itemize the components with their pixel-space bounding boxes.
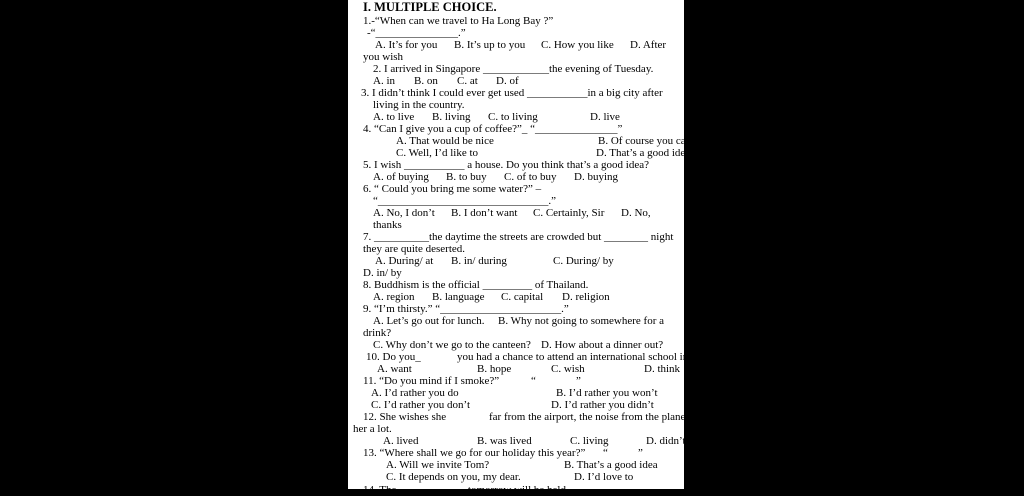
question-3-option-c: C. to living — [488, 111, 538, 123]
question-10-option-b: B. hope — [477, 363, 512, 375]
question-13-stem: 13. “Where shall we go for our holiday this year?” — [363, 447, 586, 459]
question-5-option-c: C. of to buy — [504, 171, 557, 183]
question-1-option-a: A. It’s for you — [375, 39, 438, 51]
question-13-option-a: A. Will we invite Tom? — [386, 459, 490, 471]
question-10-option-a: A. want — [377, 363, 412, 375]
question-1-stem: 1.-“When can we travel to Ha Long Bay ?” — [363, 15, 554, 27]
document-page — [348, 0, 699, 496]
question-12-option-a: A. lived — [383, 435, 419, 447]
question-4-option-b: B. Of course you can — [598, 135, 692, 147]
question-13-close-quote: ” — [638, 447, 643, 459]
question-3-option-a: A. to live — [373, 111, 415, 123]
question-2-option-a: A. in — [373, 75, 395, 87]
question-2-stem: 2. I arrived in Singapore ____________the evening of Tuesday. — [373, 63, 654, 75]
question-11-option-b: B. I’d rather you won’t — [556, 387, 658, 399]
question-13-option-d: D. I’d love to — [574, 471, 634, 483]
question-1-option-b: B. It’s up to you — [454, 39, 526, 51]
question-5-option-b: B. to buy — [446, 171, 487, 183]
question-8-option-d: D. religion — [562, 291, 610, 303]
question-7-option-c: C. During/ by — [553, 255, 614, 267]
question-9-option-b-cont: drink? — [363, 327, 392, 339]
question-6-stem: 6. “ Could you bring me some water?” – — [363, 183, 542, 195]
question-7-option-b: B. in/ during — [451, 255, 507, 267]
question-13-option-c: C. It depends on you, my dear. — [386, 471, 521, 483]
question-6-option-a: A. No, I don’t — [373, 207, 435, 219]
question-1-option-d-cont: you wish — [363, 51, 404, 63]
question-2-option-b: B. on — [414, 75, 438, 87]
question-12-option-c: C. living — [570, 435, 609, 447]
question-1-reply: -“_______________.” — [367, 27, 466, 39]
question-5-option-a: A. of buying — [373, 171, 429, 183]
question-10-stem: 10. Do you_ — [366, 351, 421, 363]
question-12-option-b: B. was lived — [477, 435, 532, 447]
question-4-stem: 4. “Can I give you a cup of coffee?”_ “_______________” — [363, 123, 623, 135]
question-3-option-d: D. live — [590, 111, 620, 123]
question-8-option-b: B. language — [432, 291, 485, 303]
question-10-option-c: C. wish — [551, 363, 585, 375]
question-9-option-a: A. Let’s go out for lunch. — [373, 315, 485, 327]
question-11-close-quote: ” — [576, 375, 581, 387]
question-6-option-c: C. Certainly, Sir — [533, 207, 605, 219]
question-14-cutoff: 14. The ____________ tomorrow will be held ... — [363, 484, 577, 496]
question-3-stem-cont: living in the country. — [373, 99, 465, 111]
question-8-stem: 8. Buddhism is the official _________ of Thailand. — [363, 279, 589, 291]
question-8-option-c: C. capital — [501, 291, 544, 303]
question-12-stem-rest: far from the airport, the noise from the planes d — [489, 411, 698, 423]
question-11-option-c: C. I’d rather you don’t — [371, 399, 471, 411]
question-11-option-a: A. I’d rather you do — [371, 387, 459, 399]
question-9-stem: 9. “I’m thirsty.” “______________________.” — [363, 303, 569, 315]
question-11-option-d: D. I’d rather you didn’t — [551, 399, 654, 411]
question-2-option-c: C. at — [457, 75, 478, 87]
question-7-stem-cont: they are quite deserted. — [363, 243, 466, 255]
question-12-stem: 12. She wishes she — [363, 411, 447, 423]
question-4-option-d: D. That’s a good idea — [596, 147, 691, 159]
question-13-open-quote: “ — [603, 447, 608, 459]
question-5-stem: 5. I wish ___________ a house. Do you think that’s a good idea? — [363, 159, 649, 171]
question-12-option-d: D. didn’t — [646, 435, 686, 447]
question-1-option-d: D. After — [630, 39, 667, 51]
question-13-option-b: B. That’s a good idea — [564, 459, 658, 471]
question-6-option-d: D. No, — [621, 207, 651, 219]
question-10-option-d: D. think — [644, 363, 681, 375]
question-2-option-d: D. of — [496, 75, 519, 87]
question-9-option-b: B. Why not going to somewhere for a — [498, 315, 664, 327]
question-9-option-d: D. How about a dinner out? — [541, 339, 664, 351]
question-6-option-d-cont: thanks — [373, 219, 402, 231]
question-8-option-a: A. region — [373, 291, 415, 303]
question-11-open-quote: “ — [531, 375, 536, 387]
question-3-option-b: B. living — [432, 111, 471, 123]
question-7-stem: 7. __________the daytime the streets are crowded but ________ night — [363, 231, 674, 243]
question-4-option-a: A. That would be nice — [396, 135, 494, 147]
question-5-option-d: D. buying — [574, 171, 618, 183]
section-heading: I. MULTIPLE CHOICE. — [363, 0, 497, 14]
question-11-stem: 11. “Do you mind if I smoke?” — [363, 375, 500, 387]
question-12-stem-cont: her a lot. — [353, 423, 392, 435]
question-6-reply: “_______________________________.” — [373, 195, 557, 207]
question-4-option-c: C. Well, I’d like to — [396, 147, 479, 159]
question-9-option-c: C. Why don’t we go to the canteen? — [373, 339, 531, 351]
question-7-option-a: A. During/ at — [375, 255, 434, 267]
question-1-option-c: C. How you like — [541, 39, 614, 51]
question-10-stem-rest: you had a chance to attend an international school in B — [457, 351, 699, 363]
question-7-option-d: D. in/ by — [363, 267, 402, 279]
question-3-stem: 3. I didn’t think I could ever get used ___________in a big city after — [361, 87, 663, 99]
question-6-option-b: B. I don’t want — [451, 207, 518, 219]
